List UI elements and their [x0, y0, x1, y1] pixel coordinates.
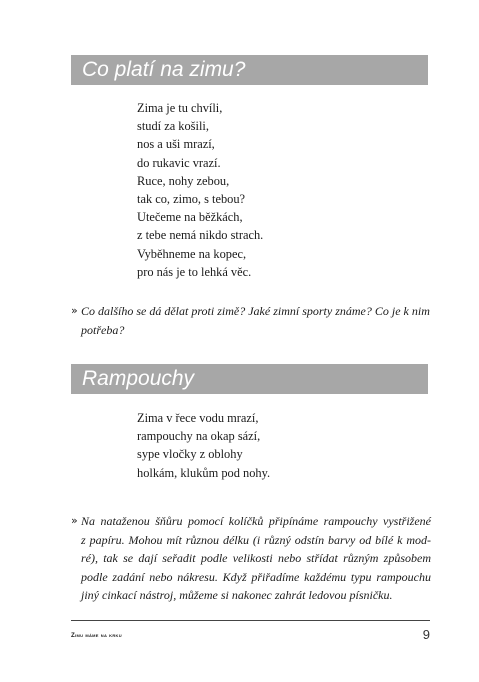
poem-line: sype vločky z oblohy [137, 447, 243, 462]
poem-line: z tebe nemá nikdo strach. [137, 228, 264, 243]
poem-winter [137, 99, 263, 281]
section-heading-icicles: Rampouchy [71, 364, 428, 394]
note-line: Na nataženou šňůru pomocí kolíčků připínáme rampouchy vystřižené [81, 514, 431, 528]
poem-line: Zima je tu chvíli, [137, 101, 223, 115]
running-footer-title: Zimu máme na krku [71, 632, 122, 639]
footer-divider [71, 620, 430, 621]
section-heading-winter: Co platí na zimu? [71, 55, 428, 85]
poem-line: studí za košili, [137, 119, 209, 134]
poem-line: holkám, klukům pod nohy. [137, 465, 271, 480]
poem-icicles [137, 409, 270, 482]
poem-line: Utečeme na běžkách, [137, 210, 243, 225]
poem-line: do rukavic vrazí. [137, 155, 221, 170]
note-line: podle zadání nebo nákresu. Když přiřadíme každému typu rampouchu [81, 569, 431, 584]
note-line: jiný cinkací nástroj, můžeme si nakonec zahrát ledovou písničku. [81, 588, 393, 602]
poem-line: rampouchy na okap sází, [137, 429, 261, 444]
poem-line: Zima v řece vodu mrazí, [137, 411, 259, 425]
note-bullet-icon: » [71, 304, 78, 317]
activity-note-winter [71, 302, 431, 339]
poem-line: tak co, zimo, s tebou? [137, 192, 246, 207]
poem-line: pro nás je to lehká věc. [137, 264, 252, 279]
note-line: ré), tak se dají seřadit podle velikosti nebo střídat různým způsobem [81, 551, 431, 565]
note-bullet-icon: » [71, 514, 78, 527]
poem-line: nos a uši mrazí, [137, 137, 215, 152]
poem-line: Ruce, nohy zebou, [137, 173, 230, 188]
note-line: Co dalšího se dá dělat proti zimě? Jaké zimní sporty známe? Co je k nim [81, 304, 430, 318]
poem-line: Vyběhneme na kopec, [137, 246, 247, 261]
note-line: potřeba? [81, 322, 125, 337]
activity-note-icicles [71, 512, 431, 605]
page-number: 9 [422, 627, 430, 642]
note-line: z papíru. Mohou mít různou délku (i různý odstín barvy od bílé k mod- [81, 532, 431, 547]
